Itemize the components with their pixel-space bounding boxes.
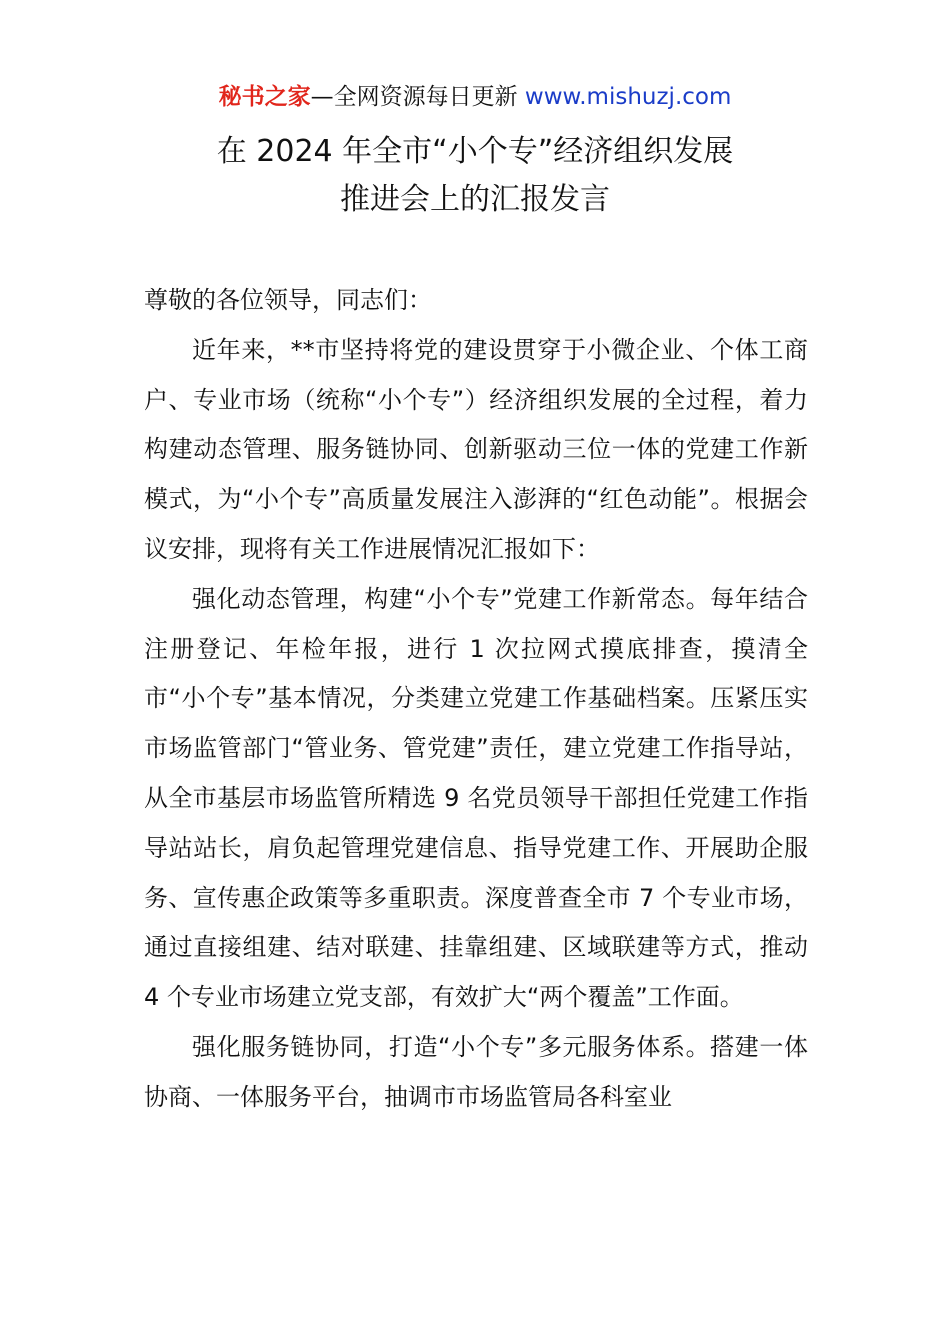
header-tagline: —全网资源每日更新 [310,84,525,110]
document-body [144,276,808,1123]
title-line-2: 推进会上的汇报发言 [340,182,610,217]
brand-name: 秘书之家 [218,84,311,110]
salutation: 尊敬的各位领导，同志们： [144,286,432,314]
site-url[interactable]: www.mishuzj.com [524,84,732,110]
source-header [0,80,950,114]
title-line-1: 在 2024 年全市“小个专”经济组织发展 [216,134,734,169]
paragraph-intro: 近年来，**市坚持将党的建设贯穿于小微企业、个体工商户、专业市场（统称“小个专”）经济组织发展的全过程，着力构建动态管理、服务链协同、创新驱动三位一体的党建工作新模式，为“小个专”高质量发展注入澎湃的“红色动能”。根据会议安排，现将有关工作进展情况汇报如下： [144,335,808,563]
paragraph-dynamic-management: 强化动态管理，构建“小个专”党建工作新常态。每年结合注册登记、年检年报，进行 1 次拉网式摸底排查，摸清全市“小个专”基本情况，分类建立党建工作基础档案。压紧压实市场监管部门“管业务、管党建”责任，建立党建工作指导站，从全市基层市场监管所精选 9 名党员领导干部担任党建工作指导站站长，肩负起管理党建信息、指导党建工作、开展助企服务、宣传惠企政策等多重职责。深度普查全市 7 个专业市场，通过直接组建、结对联建、挂靠组建、区域联建等方式，推动 4 个专业市场建立党支部，有效扩大“两个覆盖”工作面。 [144,584,808,1012]
document-title [0,128,950,224]
paragraph-service-chain: 强化服务链协同，打造“小个专”多元服务体系。搭建一体协商、一体服务平台，抽调市市场监管局各科室业 [144,1032,808,1111]
